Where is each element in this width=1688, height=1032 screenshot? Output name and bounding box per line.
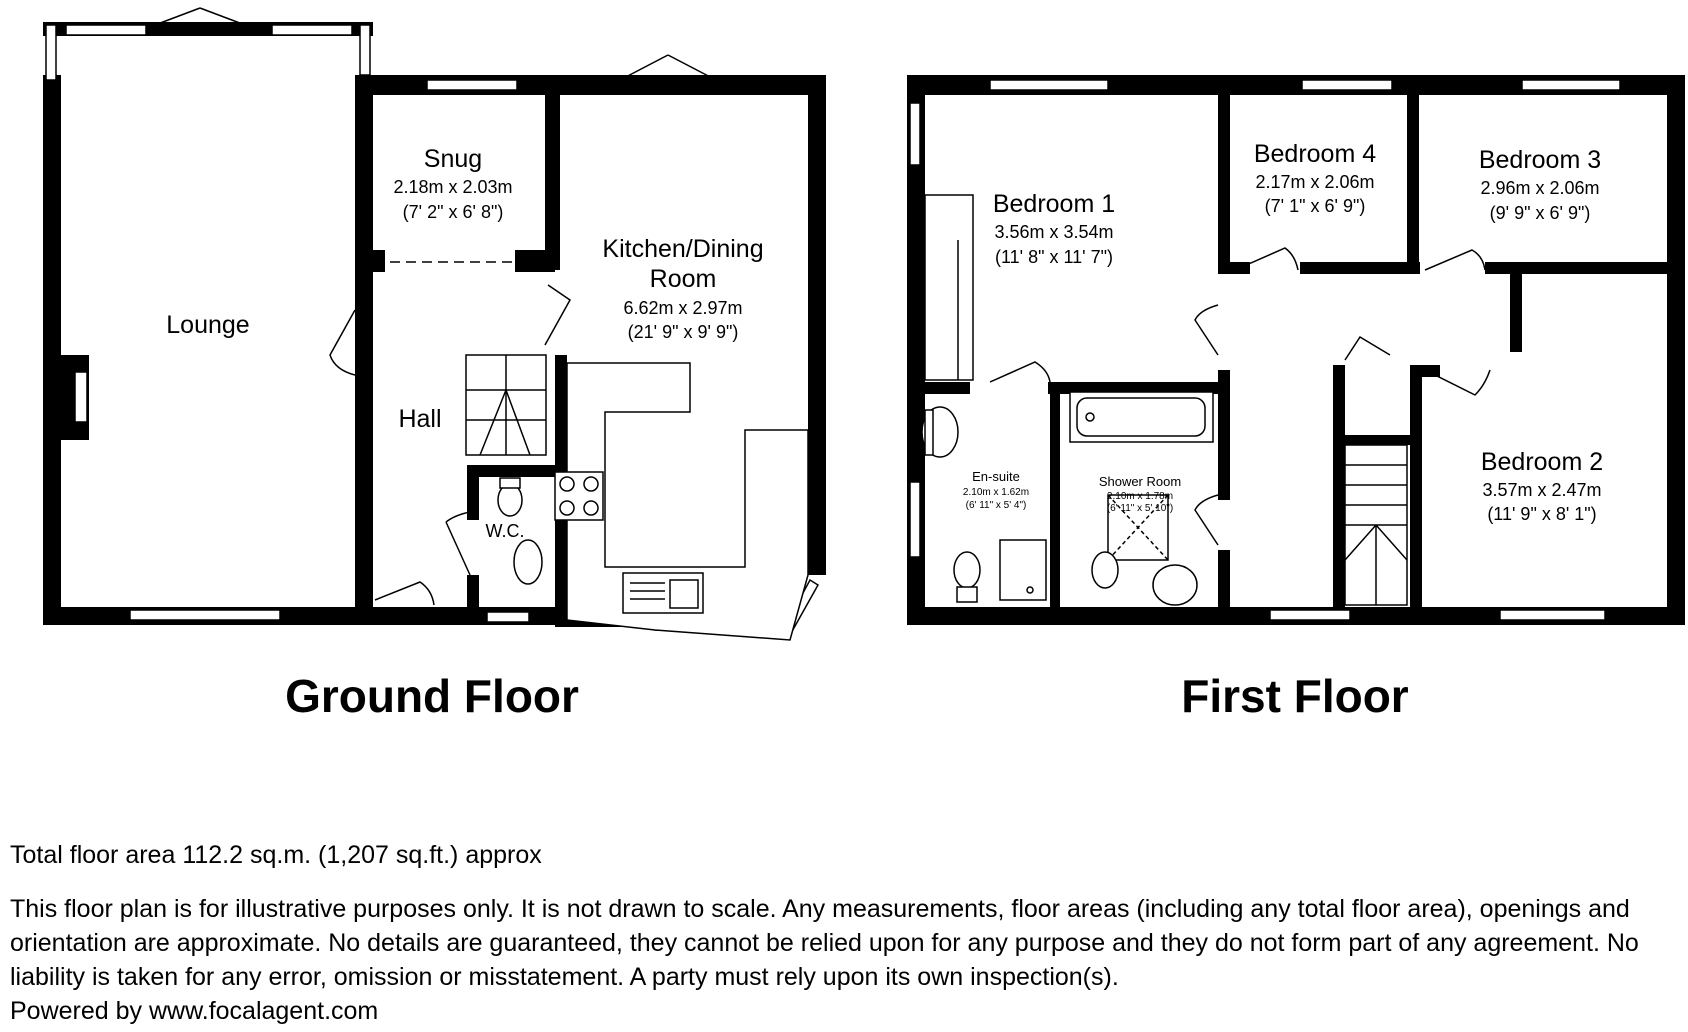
ensuite-name: En-suite — [972, 469, 1020, 484]
bedroom2-imperial: (11' 9" x 8' 1") — [1487, 504, 1597, 524]
bedroom4-metric: 2.17m x 2.06m — [1255, 172, 1375, 192]
bedroom1-imperial: (11' 8" x 11' 7") — [994, 247, 1114, 267]
lounge-name: Lounge — [166, 311, 250, 339]
kitchen-name-line1: Kitchen/Dining — [602, 235, 764, 263]
ensuite-metric: 2.10m x 1.62m — [962, 487, 1030, 498]
bedroom4-imperial: (7' 1" x 6' 9") — [1264, 196, 1366, 216]
ground-floor-fixtures — [61, 355, 808, 640]
shower-room-name: Shower Room — [1098, 474, 1182, 489]
snug-metric: 2.18m x 2.03m — [393, 177, 513, 197]
wc-name: W.C. — [485, 521, 525, 541]
kitchen-imperial: (21' 9" x 9' 9") — [627, 322, 739, 342]
ensuite-imperial: (6' 11" x 5' 4") — [965, 500, 1027, 511]
bedroom2-name: Bedroom 2 — [1480, 448, 1604, 476]
first-floor-plan — [907, 75, 1685, 722]
kitchen-metric: 6.62m x 2.97m — [623, 298, 743, 318]
bedroom1-name: Bedroom 1 — [992, 190, 1116, 218]
bedroom4-name: Bedroom 4 — [1253, 140, 1377, 168]
shower-room-imperial: (6' 11" x 5' 10") — [1106, 503, 1174, 514]
shower-room-metric: 2.10m x 1.78m — [1106, 491, 1174, 502]
footer — [10, 838, 1680, 1028]
ground-floor-labels — [166, 145, 763, 722]
bedroom2-metric: 3.57m x 2.47m — [1482, 480, 1602, 500]
snug-name: Snug — [423, 145, 483, 173]
hall-name: Hall — [398, 405, 442, 433]
bedroom3-name: Bedroom 3 — [1478, 146, 1602, 174]
kitchen-name-line2: Room — [649, 265, 717, 293]
ground-floor-title: Ground Floor — [285, 670, 579, 722]
ground-floor-plan — [43, 8, 826, 722]
powered-by-text: Powered by www.focalagent.com — [10, 997, 379, 1025]
bedroom1-metric: 3.56m x 3.54m — [994, 222, 1114, 242]
bedroom3-metric: 2.96m x 2.06m — [1480, 178, 1600, 198]
bedroom3-imperial: (9' 9" x 6' 9") — [1489, 203, 1591, 223]
first-floor-title: First Floor — [1181, 670, 1409, 722]
snug-imperial: (7' 2" x 6' 8") — [402, 202, 504, 222]
total-floor-area: Total floor area 112.2 sq.m. (1,207 sq.ft.) approx — [10, 841, 542, 869]
disclaimer-text: This floor plan is for illustrative purposes only. It is not drawn to scale. Any measurements, floor areas (including any total floor area), openings and orientation are approximate. No details are guaranteed, they cannot be relied upon for any purpose and they do not form part of any agreement. No liability is taken for any error, omission or misstatement. A party must rely upon its own inspection(s). — [10, 895, 1639, 991]
